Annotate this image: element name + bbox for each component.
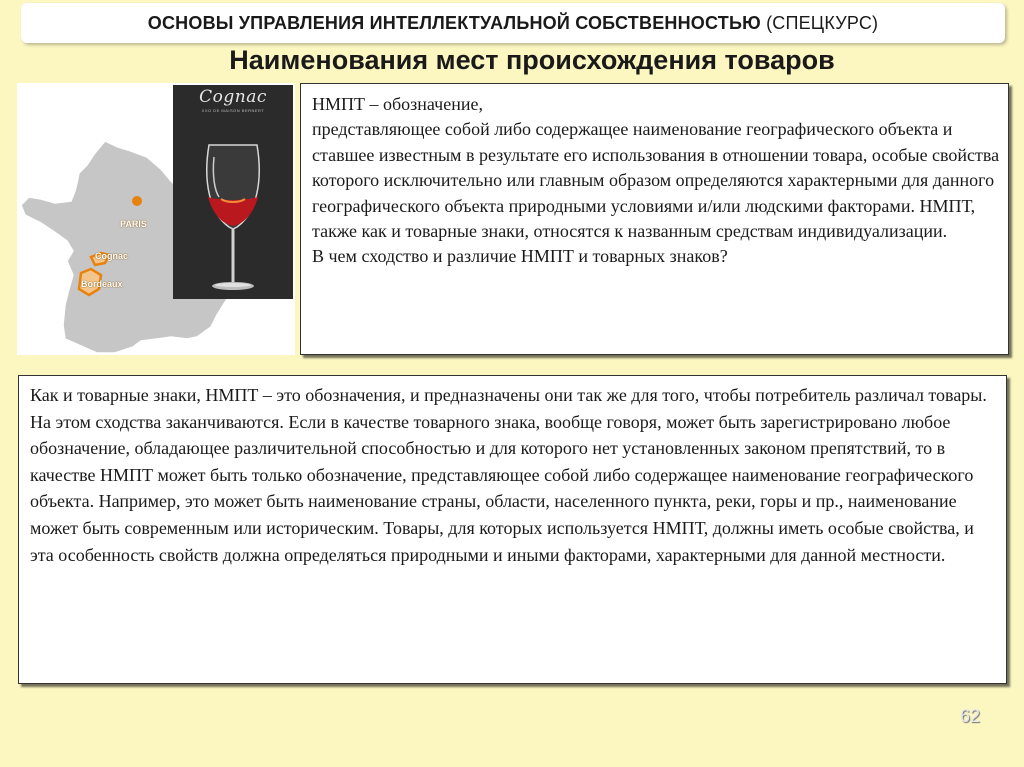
definition-line-body: представляющее собой либо содержащее наименование географического объекта и ставшее известным в результате его использования в отношении товара, особые свойства которого исключительно или главным образом определяются характерными для данного географического объекта природными условиями и/или людскими факторами. НМПТ, также как и товарные знаки, относятся к названным средствам индивидуализации.	[312, 119, 1000, 242]
course-title-suffix: (СПЕЦКУРС)	[766, 12, 879, 33]
course-title-main: ОСНОВЫ УПРАВЛЕНИЯ ИНТЕЛЛЕКТУАЛЬНОЙ СОБСТВЕННОСТЬЮ	[147, 12, 761, 33]
definition-line-question: В чем сходство и различие НМПТ и товарных знаков?	[312, 246, 728, 267]
course-header	[21, 3, 1005, 43]
answer-box	[18, 375, 1007, 684]
brandy-glass-icon	[173, 85, 293, 299]
map-label-bordeaux: Bordeaux	[81, 279, 123, 289]
definition-text	[312, 92, 1000, 270]
cognac-poster-image	[173, 85, 293, 299]
page-number: 62	[959, 706, 981, 726]
map-label-cognac: Cognac	[95, 251, 129, 261]
definition-box	[300, 83, 1009, 355]
answer-text: Как и товарные знаки, НМПТ – это обозначения, и предназначены они так же для того, чтобы потребитель различал товары. На этом сходства заканчиваются. Если в качестве товарного знака, вообще говоря, может быть зарегистрировано любое обозначение, обладающее различительной способностью и для которого нет установленных законом препятствий, то в качестве НМПТ может быть только обозначение, представляющее собой либо содержащее наименование географического объекта. Например, это может быть наименование страны, области, населенного пункта, реки, горы и пр., наименование может быть современным или историческим. Товары, для которых используется НМПТ, должны иметь особые свойства, и эта особенность свойств должна определяться природными и иными факторами, характерными для данной местности.	[30, 385, 987, 565]
paris-marker	[132, 196, 142, 206]
slide-title: Наименования мест происхождения товаров	[229, 45, 835, 75]
illustration	[17, 83, 295, 355]
map-label-paris: PARIS	[120, 219, 147, 229]
poster-brand: Cognac	[199, 87, 267, 107]
definition-line-term: НМПТ – обозначение,	[312, 94, 483, 114]
poster-subtitle: XXO DE MAISON BERNERT	[201, 108, 265, 113]
course-title	[148, 13, 878, 34]
